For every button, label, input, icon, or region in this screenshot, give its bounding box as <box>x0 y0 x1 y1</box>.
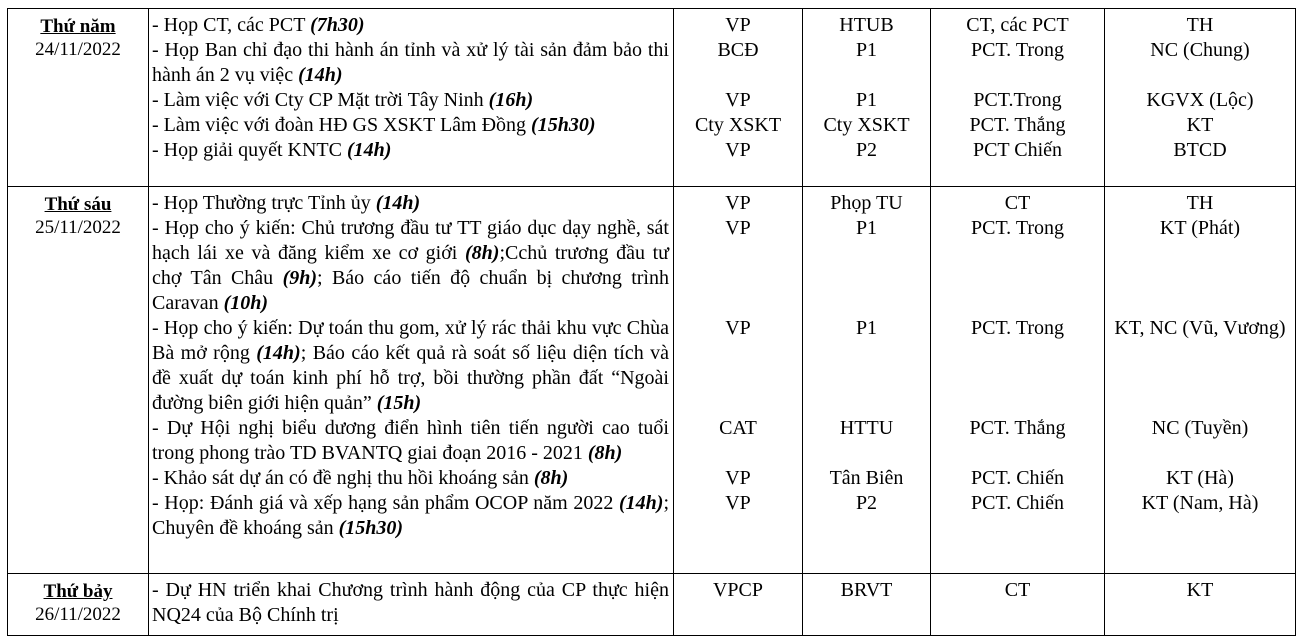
unit-cell <box>674 574 803 636</box>
host-unit: VP <box>725 14 751 36</box>
agenda-time: (14h) <box>256 342 301 364</box>
schedule-table <box>7 8 1296 636</box>
prep-unit: TH <box>1186 14 1214 36</box>
agenda-item <box>149 466 673 491</box>
chair-person: PCT.Trong <box>973 89 1062 111</box>
agenda-item <box>149 316 673 416</box>
unit-cell <box>674 9 803 187</box>
agenda-time: (15h) <box>376 392 422 414</box>
agenda-text: - Họp CT, các PCT <box>152 14 311 36</box>
chair-person: CT, các PCT <box>966 14 1069 36</box>
content-cell <box>149 9 674 187</box>
day-name: Thứ bảy <box>43 581 113 602</box>
day-cell <box>8 9 149 187</box>
agenda-item <box>149 38 673 88</box>
content-cell <box>149 187 674 574</box>
prep-unit: KGVX (Lộc) <box>1146 89 1254 111</box>
host-unit: VP <box>725 139 751 161</box>
host-unit: CAT <box>719 417 757 439</box>
chair-person: PCT. Trong <box>970 317 1064 339</box>
day-row <box>8 187 1296 574</box>
content-cell <box>149 574 674 636</box>
agenda-text: - Dự HN triển khai Chương trình hành động của CP thực hiện NQ24 của Bộ Chính trị <box>152 579 669 626</box>
prep-unit: KT <box>1186 114 1214 136</box>
day-cell <box>8 574 149 636</box>
meeting-place: Phọp TU <box>830 192 903 214</box>
day-cell <box>8 187 149 574</box>
meeting-place: P2 <box>855 139 878 161</box>
agenda-time: (14h) <box>346 139 392 161</box>
chair-person: PCT. Chiến <box>971 492 1064 514</box>
meeting-place: Cty XSKT <box>823 114 910 136</box>
meeting-place: HTUB <box>839 14 894 36</box>
agenda-text: - Làm việc với Cty CP Mặt trời Tây Ninh <box>152 89 489 111</box>
day-date: 24/11/2022 <box>35 39 121 60</box>
agenda-text: ; Báo cáo kết quả rà soát số liệu diện tích và đề xuất dự toán kinh phí hỗ trợ, bồi thường phần đất “Ngoài đường biên giới hiện quản” <box>152 342 669 414</box>
host-unit: VP <box>725 217 751 239</box>
agenda-item <box>149 216 673 316</box>
agenda-time: (14h) <box>298 64 343 86</box>
agenda-time: (9h) <box>282 267 318 289</box>
agenda-text: - Họp giải quyết KNTC <box>152 139 347 161</box>
agenda-item <box>149 113 673 138</box>
meeting-place: P2 <box>855 492 878 514</box>
chair-person: PCT. Thắng <box>969 417 1066 439</box>
agenda-time: (8h) <box>465 242 500 264</box>
prep-unit: KT, NC (Vũ, Vương) <box>1114 317 1286 339</box>
agenda-time: (8h) <box>587 442 623 464</box>
place-cell <box>803 9 931 187</box>
host-unit: BCĐ <box>717 39 759 61</box>
agenda-text: - Họp: Đánh giá và xếp hạng sản phẩm OCOP năm 2022 <box>152 492 619 514</box>
prep-unit: NC (Chung) <box>1150 39 1250 61</box>
host-unit: VP <box>725 467 751 489</box>
host-unit: Cty XSKT <box>694 114 782 136</box>
agenda-text: - Dự Hội nghị biểu dương điển hình tiên tiến người cao tuổi trong phong trào TD BVANTQ giai đoạn 2016 - 2021 <box>152 417 669 464</box>
agenda-item <box>149 138 673 163</box>
host-unit: VP <box>725 192 751 214</box>
agenda-item <box>149 491 673 541</box>
prep-cell <box>1105 187 1296 574</box>
chair-person: PCT. Trong <box>970 217 1064 239</box>
meeting-place: P1 <box>855 39 878 61</box>
meeting-place: BRVT <box>840 579 893 601</box>
agenda-text: ; Báo cáo tiến độ chuẩn bị chương trình Caravan <box>152 267 669 314</box>
host-unit: VPCP <box>712 579 764 601</box>
meeting-place: P1 <box>855 317 878 339</box>
agenda-text: ;Cchủ trương đầu tư chợ Tân Châu <box>152 242 670 289</box>
host-unit: VP <box>725 89 751 111</box>
agenda-time: (16h) <box>488 89 534 111</box>
host-unit: VP <box>725 492 751 514</box>
agenda-item <box>149 88 673 113</box>
prep-cell <box>1105 9 1296 187</box>
meeting-place: HTTU <box>839 417 894 439</box>
agenda-text: - Họp cho ý kiến: Chủ trương đầu tư TT giáo dục dạy nghề, sát hạch lái xe và đăng kiểm xe cơ giới <box>152 217 669 264</box>
prep-unit: KT (Nam, Hà) <box>1141 492 1259 514</box>
prep-unit: TH <box>1186 192 1214 214</box>
chair-person: CT <box>1004 192 1031 214</box>
host-unit: VP <box>725 317 751 339</box>
day-date: 26/11/2022 <box>35 604 121 625</box>
agenda-text: - Họp Ban chỉ đạo thi hành án tỉnh và xử lý tài sản đảm bảo thi hành án 2 vụ việc <box>152 39 669 86</box>
day-name: Thứ năm <box>40 16 116 37</box>
agenda-time: (14h) <box>375 192 421 214</box>
agenda-time: (14h) <box>618 492 664 514</box>
chair-person: PCT. Trong <box>970 39 1064 61</box>
day-name: Thứ sáu <box>44 194 112 215</box>
chair-person: CT <box>1004 579 1031 601</box>
day-date: 25/11/2022 <box>35 217 121 238</box>
chair-person: PCT. Chiến <box>971 467 1064 489</box>
meeting-place: Tân Biên <box>829 467 904 489</box>
prep-unit: KT <box>1186 579 1214 601</box>
agenda-text: - Khảo sát dự án có đề nghị thu hồi khoáng sản <box>152 467 534 489</box>
agenda-item <box>149 191 673 216</box>
prep-unit: KT (Hà) <box>1166 467 1234 489</box>
agenda-time: (15h30) <box>338 517 404 539</box>
agenda-item <box>149 13 673 38</box>
day-row <box>8 574 1296 636</box>
prep-unit: KT (Phát) <box>1159 217 1241 239</box>
agenda-time: (15h30) <box>531 114 596 136</box>
unit-cell <box>674 187 803 574</box>
prep-cell <box>1105 574 1296 636</box>
agenda-time: (7h30) <box>310 14 365 36</box>
prep-unit: NC (Tuyền) <box>1151 417 1249 439</box>
agenda-item <box>149 416 673 466</box>
place-cell <box>803 187 931 574</box>
agenda-time: (10h) <box>223 292 269 314</box>
agenda-text: - Làm việc với đoàn HĐ GS XSKT Lâm Đồng <box>152 114 532 136</box>
chair-cell <box>931 187 1105 574</box>
chair-cell <box>931 574 1105 636</box>
agenda-text: - Họp cho ý kiến: Dự toán thu gom, xử lý rác thải khu vực Chùa Bà mở rộng <box>152 317 669 364</box>
agenda-time: (8h) <box>533 467 569 489</box>
meeting-place: P1 <box>855 89 878 111</box>
agenda-text: ; Chuyên đề khoáng sản <box>152 492 669 539</box>
day-row <box>8 9 1296 187</box>
chair-person: PCT. Thắng <box>969 114 1066 136</box>
agenda-text: - Họp Thường trực Tỉnh ủy <box>152 192 376 214</box>
prep-unit: BTCD <box>1173 139 1227 161</box>
agenda-item <box>149 578 673 628</box>
place-cell <box>803 574 931 636</box>
chair-person: PCT Chiến <box>972 139 1063 161</box>
meeting-place: P1 <box>855 217 878 239</box>
chair-cell <box>931 9 1105 187</box>
